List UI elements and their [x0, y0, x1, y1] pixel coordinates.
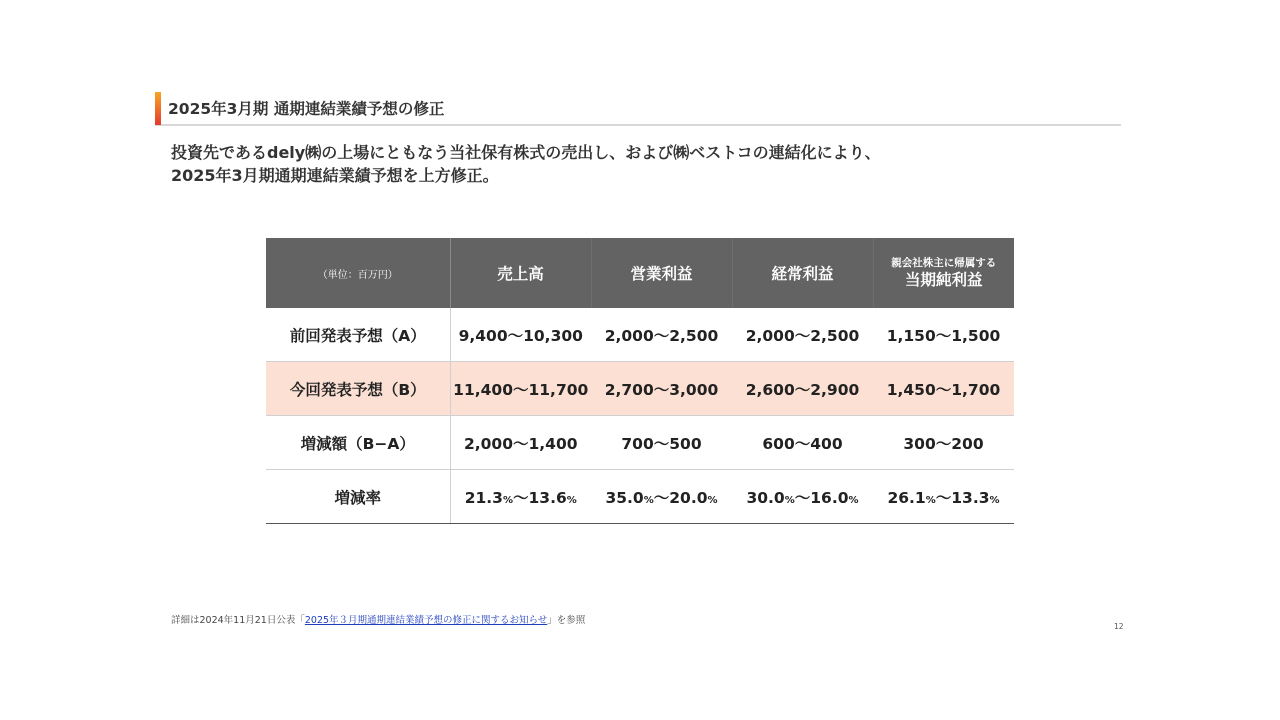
row-label: 増減額（B−A） — [266, 416, 450, 470]
rate-to: 16.0 — [810, 488, 849, 507]
cell-sales — [450, 470, 591, 524]
cell-net-income: 300〜200 — [873, 416, 1014, 470]
rate-to: 20.0 — [669, 488, 708, 507]
slide-title-bar — [155, 92, 1121, 126]
percent-unit: % — [989, 494, 1000, 506]
rate-from: 26.1 — [887, 488, 926, 507]
cell-operating-profit: 700〜500 — [591, 416, 732, 470]
percent-unit: % — [925, 494, 936, 506]
range-separator: 〜 — [653, 488, 670, 507]
row-label: 前回発表予想（A） — [266, 308, 450, 362]
percent-unit: % — [784, 494, 795, 506]
header-operating-profit: 営業利益 — [591, 238, 732, 308]
range-separator: 〜 — [794, 488, 811, 507]
header-ordinary-profit: 経常利益 — [732, 238, 873, 308]
slide-title: 2025年3月期 通期連結業績予想の修正 — [168, 100, 445, 118]
cell-net-income: 1,150～1,500 — [873, 308, 1014, 362]
rate-from: 35.0 — [605, 488, 644, 507]
table-row-current-forecast — [266, 362, 1014, 416]
cell-ordinary-profit — [732, 470, 873, 524]
rate-to: 13.6 — [528, 488, 567, 507]
header-net-income-sub: 親会社株主に帰属する — [891, 257, 997, 269]
cell-sales: 9,400〜10,300 — [450, 308, 591, 362]
cell-ordinary-profit: 600〜400 — [732, 416, 873, 470]
lead-line-2: 2025年3月期通期連結業績予想を上方修正。 — [171, 166, 499, 185]
table-row-change-amount — [266, 416, 1014, 470]
table-row-previous-forecast — [266, 308, 1014, 362]
table-header-row — [266, 238, 1014, 308]
cell-net-income — [873, 470, 1014, 524]
footnote-link[interactable]: 2025年３月期通期連結業績予想の修正に関するお知らせ — [304, 615, 548, 626]
percent-unit: % — [502, 494, 513, 506]
cell-operating-profit: 2,700〜3,000 — [591, 362, 732, 416]
percent-unit: % — [643, 494, 654, 506]
lead-text — [171, 141, 881, 187]
header-net-income — [873, 238, 1014, 308]
rate-from: 21.3 — [464, 488, 503, 507]
percent-unit: % — [566, 494, 577, 506]
percent-unit: % — [707, 494, 718, 506]
footnote-prefix: 詳細は2024年11月21日公表「 — [171, 615, 305, 626]
footnote-suffix: 」を参照 — [547, 615, 586, 626]
range-separator: 〜 — [512, 488, 529, 507]
forecast-table — [266, 238, 1014, 524]
cell-ordinary-profit: 2,600〜2,900 — [732, 362, 873, 416]
header-net-income-main: 当期純利益 — [904, 271, 983, 289]
percent-unit: % — [848, 494, 859, 506]
cell-sales: 11,400〜11,700 — [450, 362, 591, 416]
page-number: 12 — [1114, 622, 1124, 631]
cell-net-income: 1,450〜1,700 — [873, 362, 1014, 416]
cell-operating-profit: 2,000～2,500 — [591, 308, 732, 362]
lead-line-1: 投資先であるdely㈱の上場にともなう当社保有株式の売出し、および㈱ベストコの連結化により、 — [171, 143, 881, 162]
table-row-change-rate — [266, 470, 1014, 524]
rate-to: 13.3 — [951, 488, 990, 507]
rate-from: 30.0 — [746, 488, 785, 507]
cell-operating-profit — [591, 470, 732, 524]
row-label: 増減率 — [266, 470, 450, 524]
range-separator: 〜 — [935, 488, 952, 507]
footnote — [171, 612, 585, 626]
cell-ordinary-profit: 2,000～2,500 — [732, 308, 873, 362]
header-sales: 売上高 — [450, 238, 591, 308]
row-label: 今回発表予想（B） — [266, 362, 450, 416]
title-accent-bar — [155, 92, 161, 125]
unit-label: （単位：百万円） — [266, 238, 450, 308]
cell-sales: 2,000〜1,400 — [450, 416, 591, 470]
